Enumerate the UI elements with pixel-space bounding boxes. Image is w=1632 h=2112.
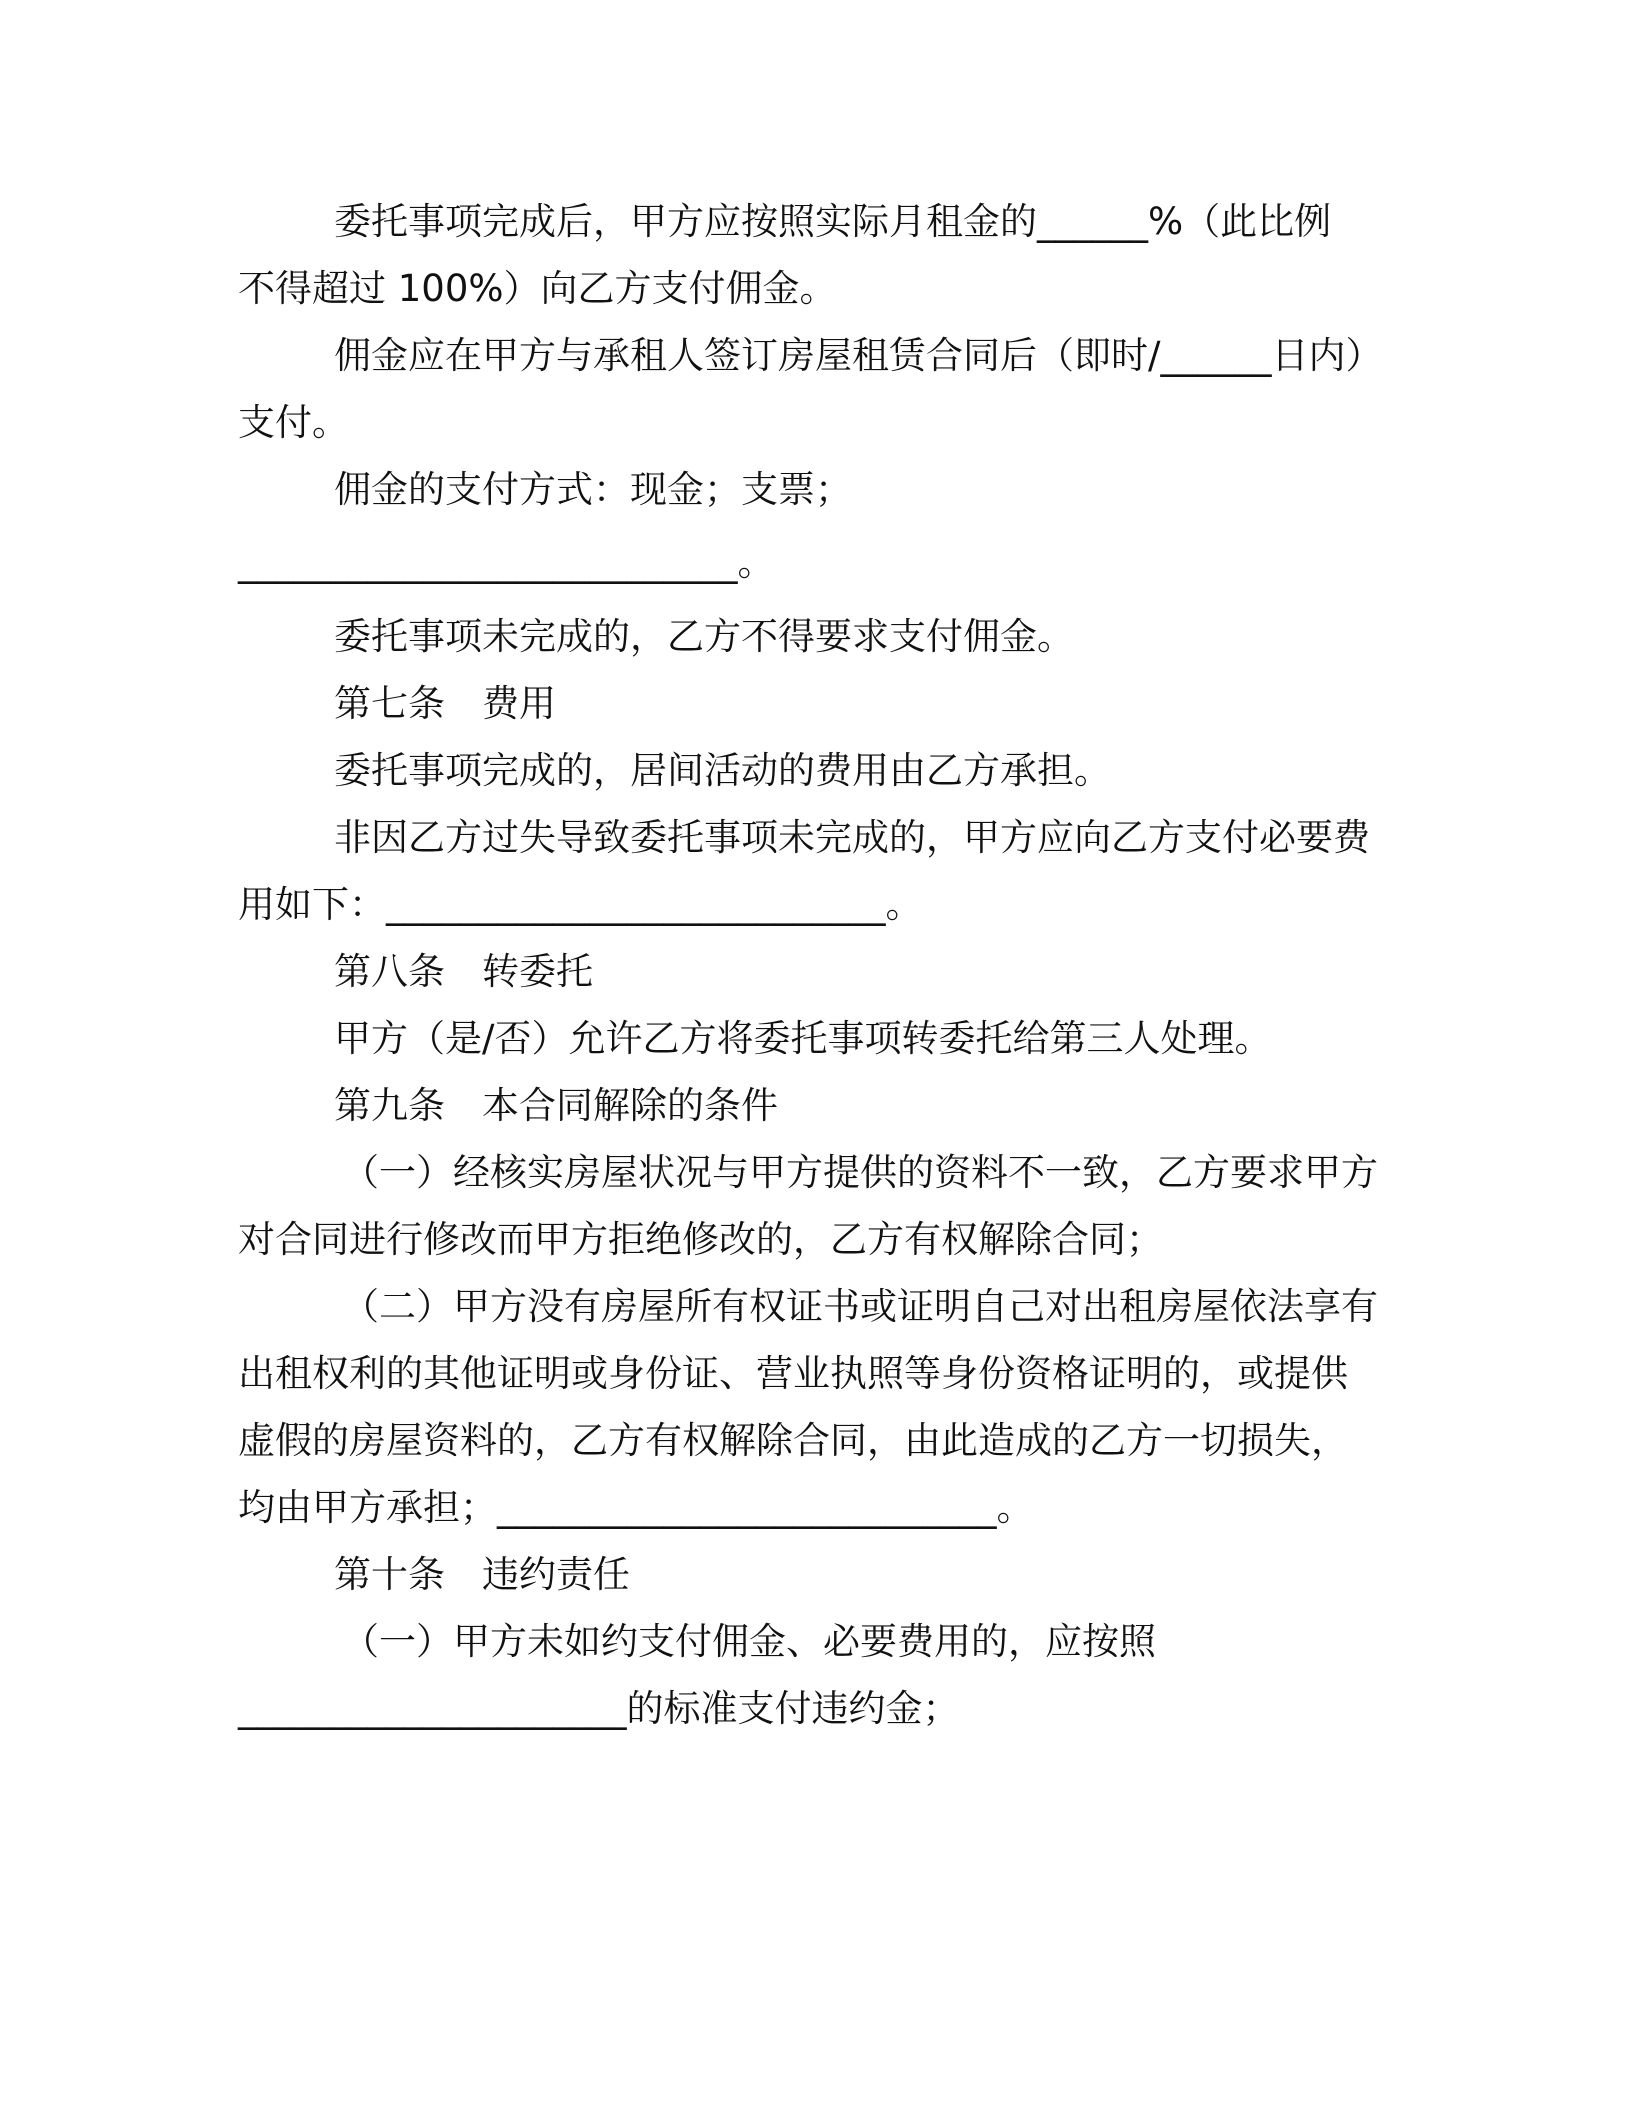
paragraph-line: （二）甲方没有房屋所有权证书或证明自己对出租房屋依法享有 [342, 1285, 1378, 1328]
paragraph-line: 支付。 [238, 401, 349, 444]
paragraph-line: 委托事项完成后，甲方应按照实际月租金的______%（此比例 [334, 200, 1332, 243]
paragraph-line: （一）经核实房屋状况与甲方提供的资料不一致，乙方要求甲方 [342, 1151, 1378, 1194]
paragraph-line: 均由甲方承担；___________________________。 [238, 1486, 1034, 1529]
paragraph-line: 对合同进行修改而甲方拒绝修改的，乙方有权解除合同； [238, 1218, 1163, 1261]
document-body [238, 188, 1408, 1742]
article-heading: 第七条 费用 [334, 682, 556, 725]
article-heading: 第九条 本合同解除的条件 [334, 1084, 778, 1127]
paragraph-line: （一）甲方未如约支付佣金、必要费用的，应按照 [342, 1620, 1156, 1663]
paragraph-line: 出租权利的其他证明或身份证、营业执照等身份资格证明的，或提供 [238, 1352, 1348, 1395]
article-heading: 第八条 转委托 [334, 950, 593, 993]
paragraph-line: 甲方（是/否）允许乙方将委托事项转委托给第三人处理。 [334, 1017, 1272, 1060]
paragraph-line: 虚假的房屋资料的，乙方有权解除合同，由此造成的乙方一切损失， [238, 1419, 1348, 1462]
paragraph-line: 委托事项未完成的，乙方不得要求支付佣金。 [334, 615, 1074, 658]
paragraph-line: 佣金的支付方式：现金；支票； [334, 468, 852, 511]
paragraph-line: _____________________的标准支付违约金； [238, 1687, 960, 1730]
paragraph-line: 不得超过 100%）向乙方支付佣金。 [238, 267, 837, 310]
paragraph-line: ___________________________。 [238, 541, 775, 584]
article-heading: 第十条 违约责任 [334, 1553, 630, 1596]
paragraph-line: 用如下：___________________________。 [238, 883, 923, 926]
paragraph-line: 佣金应在甲方与承租人签订房屋租赁合同后（即时/______日内） [334, 334, 1383, 377]
paragraph-line: 委托事项完成的，居间活动的费用由乙方承担。 [334, 749, 1111, 792]
paragraph-line: 非因乙方过失导致委托事项未完成的，甲方应向乙方支付必要费 [334, 816, 1370, 859]
